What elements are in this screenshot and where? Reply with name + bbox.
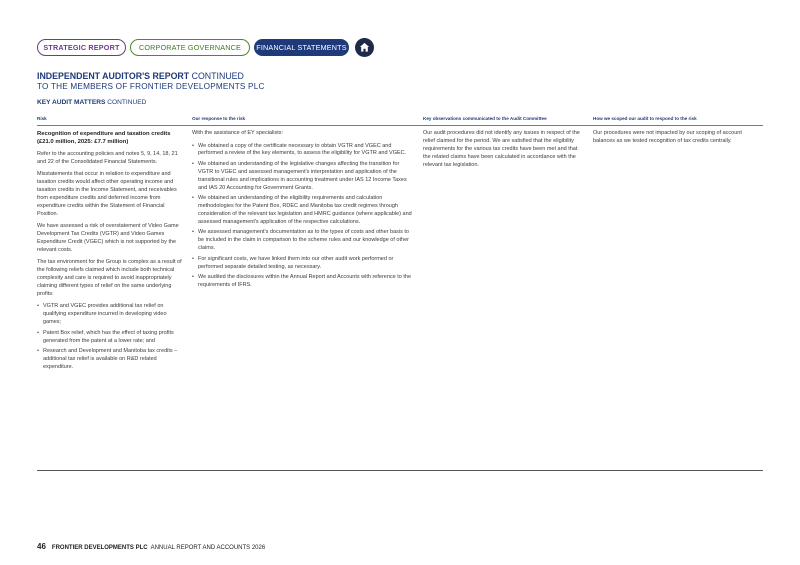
list-item: • We audited the disclosures within the Annual Report and Accounts with reference to the requirements of IFRS. — [192, 274, 413, 290]
list-item: • Research and Development and Manitoba tax credits – additional tax relief is available on R&D related expenditure. — [37, 348, 182, 372]
column-header-observations: Key observations communicated to the Audit Committee — [423, 116, 547, 121]
section-nav — [37, 38, 374, 57]
risk-bullet-list — [37, 303, 182, 371]
risk-paragraph: Misstatements that occur in relation to expenditure and taxation credits would affect other operating income and taxation credits in the Income Statement, and receivables from expenditure credits and deferred income from expenditure credits within the Statement of Financial Position. — [37, 171, 177, 217]
list-item: • Patent Box relief, which has the effect of taxing profits generated from the patent at a lower rate; and — [37, 330, 182, 346]
response-intro: With the assistance of EY specialists: — [192, 130, 283, 136]
page-footer — [37, 542, 265, 551]
scope-text: Our procedures were not impacted by our scoping of account balances as we tested recognition of tax credits centrally. — [593, 130, 742, 144]
list-item: • VGTR and VGEC provides additional tax relief on qualifying expenditure incurred in developing video games; — [37, 303, 182, 327]
list-item: • We obtained an understanding of the eligibility requirements and calculation methodologies for the Patent Box, RDEC and Manitoba tax credit regimes through consideration of the relevant tax legislation and HMRC guidance (where applicable) and assessed management's application of the respective calculations. — [192, 195, 413, 227]
footer-company: FRONTIER DEVELOPMENTS PLC — [51, 545, 148, 551]
strategic-report-tab[interactable]: STRATEGIC REPORT — [37, 39, 126, 56]
risk-paragraph: We have assessed a risk of overstatement of Video Game Development Tax Credits (VGTR) and Video Games Expenditure Credit (VGEC) which is not supported by the relevant costs. — [37, 223, 179, 253]
response-cell — [192, 130, 423, 470]
risk-paragraph: Refer to the accounting policies and notes 5, 9, 14, 18, 21 and 22 of the Consolidated Financial Statements. — [37, 150, 178, 165]
table-header-row — [37, 116, 763, 126]
risk-paragraph: The tax environment for the Group is complex as a result of the following reliefs claimed which include both technical complexity and care is required to avoid inappropriately claiming different types of relief on the same underlying profits: — [37, 259, 182, 297]
section-heading-main: KEY AUDIT MATTERS — [37, 99, 106, 106]
observations-cell — [423, 130, 593, 470]
corporate-governance-tab[interactable]: CORPORATE GOVERNANCE — [130, 39, 250, 56]
home-icon — [359, 42, 370, 53]
page-title-continued: CONTINUED — [191, 71, 244, 81]
response-bullet-list — [192, 143, 413, 290]
risk-cell — [37, 130, 192, 470]
page-title-main: INDEPENDENT AUDITOR'S REPORT — [37, 71, 190, 81]
page-title — [37, 71, 244, 81]
page-number: 46 — [37, 542, 46, 551]
financial-statements-tab[interactable]: FINANCIAL STATEMENTS — [254, 39, 349, 56]
column-header-scope: How we scoped our audit to respond to the risk — [593, 116, 697, 121]
column-header-risk: Risk — [37, 116, 47, 121]
footer-report: ANNUAL REPORT AND ACCOUNTS 2026 — [150, 545, 266, 551]
section-heading-continued: CONTINUED — [107, 99, 147, 106]
list-item: • We assessed management's documentation as to the types of costs and other basis to be included in the claim in comparison to the scheme rules and our knowledge of other claims. — [192, 229, 413, 253]
risk-heading: Recognition of expenditure and taxation credits (£21.0 million, 2025: £7.7 million) — [37, 131, 171, 145]
list-item: • We obtained a copy of the certificate necessary to obtain VGTR and VGEC and performed a review of the key elements, to assess the eligibility for VGTR and VGEC. — [192, 143, 413, 159]
page-subtitle: TO THE MEMBERS OF FRONTIER DEVELOPMENTS PLC — [37, 82, 265, 91]
list-item: • For significant costs, we have linked them into our other audit work performed or performed separate detailed testing, as necessary. — [192, 256, 413, 272]
observations-text: Our audit procedures did not identify any issues in respect of the relief claimed for the period. We are satisfied that the eligibility requirements for the various tax credits have been met and that the related claims have been calculated in accordance with the relevant tax legislation. — [423, 130, 580, 168]
column-header-response: Our response to the risk — [192, 116, 246, 121]
key-audit-matters-table — [37, 116, 763, 471]
scope-cell — [593, 130, 763, 470]
table-row — [37, 126, 763, 471]
list-item: • We obtained an understanding of the legislative changes affecting the transition for VGTR to VGEC and assessed management's interpretation and application of the transitional rules and implications in accounting treatment under IAS 12 Income Taxes and IAS 20 Accounting for Government Grants. — [192, 161, 413, 193]
section-heading — [37, 99, 146, 106]
home-button[interactable] — [355, 38, 374, 57]
